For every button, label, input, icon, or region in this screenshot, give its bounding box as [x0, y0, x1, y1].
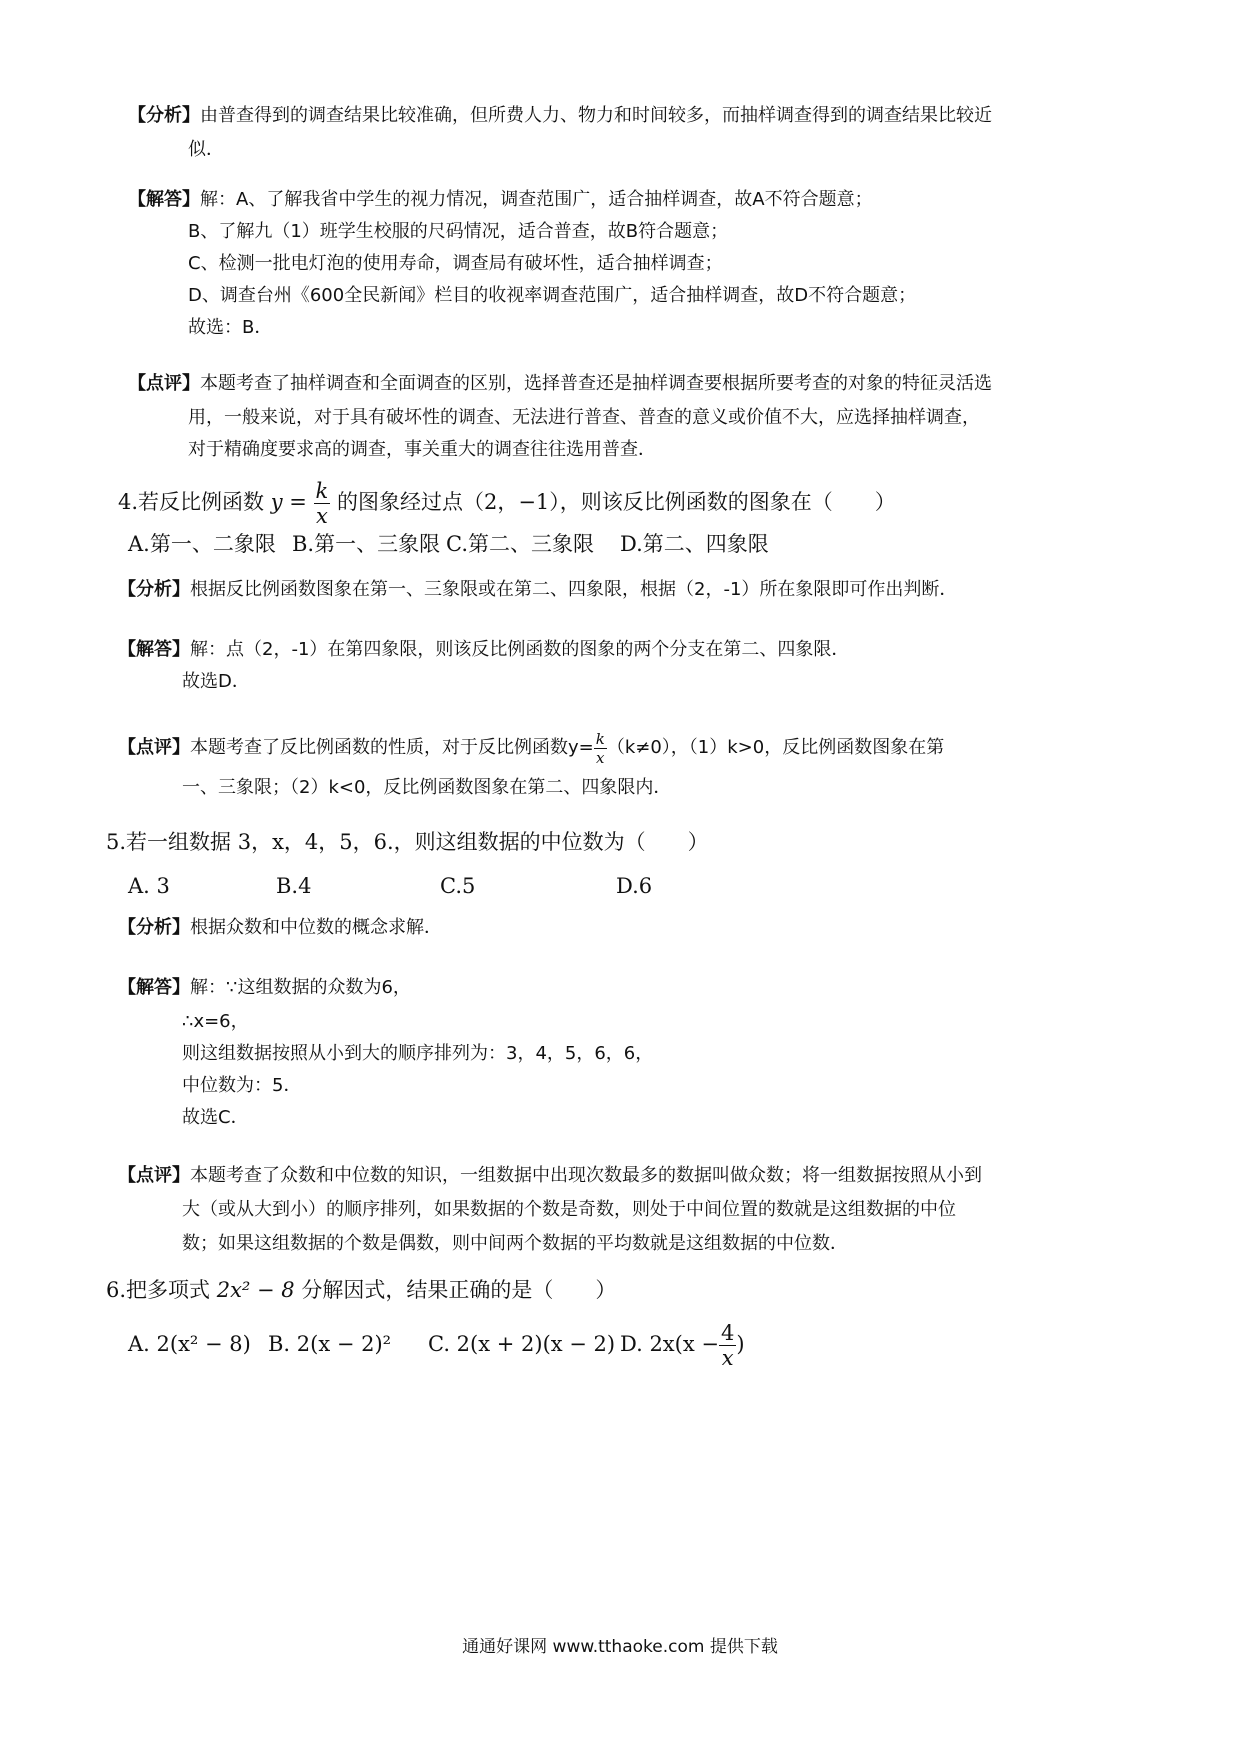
q3-comment-tag: 【点评】 [128, 373, 200, 394]
q4-stem-prefix: 4.若反比例函数 [118, 490, 271, 514]
q4-answer-tag: 【解答】 [118, 639, 190, 660]
page-footer: 通通好课网 www.tthaoke.com 提供下载 [462, 1637, 778, 1657]
q5-option-d: D.6 [616, 874, 653, 898]
q4-comment-tag: 【点评】 [118, 737, 190, 758]
q3-answer-line4: D、调查台州《600全民新闻》栏目的收视率调查范围广，适合抽样调查，故D不符合题意； [188, 285, 917, 306]
q3-answer-line1: 解：A、了解我省中学生的视力情况，调查范围广，适合抽样调查，故A不符合题意； [200, 189, 873, 210]
q6-option-d [620, 1312, 745, 1376]
q5-answer-line1: 解：∵这组数据的众数为6， [190, 977, 411, 998]
q4-stem-suffix: 的图象经过点（2，−1），则该反比例函数的图象在（ ） [330, 490, 896, 514]
q3-analysis [128, 98, 992, 134]
q5-answer-line4: 中位数为：5． [182, 1075, 302, 1096]
q4-analysis-tag: 【分析】 [118, 579, 190, 600]
q5-comment-line1: 本题考查了众数和中位数的知识，一组数据中出现次数最多的数据叫做众数；将一组数据按照从小到 [190, 1165, 982, 1186]
q3-analysis-line2: 似． [188, 139, 224, 160]
q5-stem: 5.若一组数据 3，x，4，5，6.，则这组数据的中位数为（ ） [106, 830, 709, 854]
q4-answer-line1: 解：点（2，-1）在第四象限，则该反比例函数的图象的两个分支在第二、四象限． [190, 639, 850, 660]
q4-fraction-num: k [315, 479, 329, 503]
q3-answer [128, 182, 873, 218]
q5-comment-tag: 【点评】 [118, 1165, 190, 1186]
q4-answer-line2: 故选D． [182, 671, 250, 692]
q4-fraction [314, 479, 331, 528]
q3-analysis-tag: 【分析】 [128, 105, 200, 126]
q3-comment-line1: 本题考查了抽样调查和全面调查的区别，选择普查还是抽样调查要根据所要考查的对象的特征灵活选 [200, 373, 992, 394]
q5-answer [118, 970, 411, 1006]
q6-stem [106, 1272, 616, 1308]
q4-option-a: A.第一、二象限 [128, 532, 276, 556]
q4-option-d: D.第二、四象限 [620, 532, 769, 556]
q6-stem-prefix: 6.把多项式 [106, 1278, 217, 1302]
q4-stem-y: y [270, 490, 283, 514]
q6-option-d-fraction [719, 1321, 736, 1370]
q3-answer-line3: C、检测一批电灯泡的使用寿命，调查局有破坏性，适合抽样调查； [188, 253, 723, 274]
q6-option-b: B. 2(x − 2)² [268, 1332, 392, 1356]
q5-option-c: C.5 [440, 874, 476, 898]
q4-comment-line1-pre: 本题考查了反比例函数的性质，对于反比例函数y= [190, 737, 594, 758]
q4-stem [118, 472, 896, 532]
q5-comment-line3: 数；如果这组数据的个数是偶数，则中间两个数据的平均数就是这组数据的中位数． [182, 1233, 848, 1254]
q4-comment-fraction-den: x [596, 748, 605, 767]
q3-comment-line2: 用，一般来说，对于具有破坏性的调查、无法进行普查、普查的意义或价值不大，应选择抽样调查， [188, 407, 980, 428]
q3-answer-tag: 【解答】 [128, 189, 200, 210]
q3-comment-line3: 对于精确度要求高的调查，事关重大的调查往往选用普查． [188, 439, 656, 460]
q5-option-a: A. 3 [128, 874, 170, 898]
q4-comment-fraction [594, 730, 607, 767]
q6-stem-expression: 2x² − 8 [216, 1278, 295, 1302]
q4-comment-line1-post: （k≠0），（1）k>0，反比例函数图象在第 [606, 737, 945, 758]
q5-analysis-tag: 【分析】 [118, 917, 190, 938]
q3-analysis-line1: 由普查得到的调查结果比较准确，但所费人力、物力和时间较多，而抽样调查得到的调查结果比较近 [200, 105, 992, 126]
q5-answer-line2: ∴x=6， [182, 1011, 249, 1032]
q4-option-c: C.第二、三象限 [446, 532, 594, 556]
q5-comment-line2: 大（或从大到小）的顺序排列，如果数据的个数是奇数，则处于中间位置的数就是这组数据的中位 [182, 1199, 956, 1220]
q5-answer-tag: 【解答】 [118, 977, 190, 998]
q5-option-b: B.4 [276, 874, 312, 898]
q6-option-a: A. 2(x² − 8) [128, 1332, 251, 1356]
q5-analysis [118, 910, 442, 946]
q6-option-d-suffix: ) [736, 1332, 745, 1356]
q6-option-c: C. 2(x + 2)(x − 2) [428, 1332, 616, 1356]
q5-answer-line3: 则这组数据按照从小到大的顺序排列为：3，4，5，6，6， [182, 1043, 654, 1064]
q4-analysis [118, 572, 957, 608]
q4-comment [118, 726, 944, 770]
q5-answer-line5: 故选C． [182, 1107, 249, 1128]
q4-answer [118, 632, 849, 668]
q5-comment [118, 1158, 982, 1194]
q6-option-d-fraction-num: 4 [720, 1321, 735, 1345]
q4-comment-fraction-num: k [595, 729, 605, 748]
q3-comment [128, 366, 992, 402]
q4-stem-eq: = [282, 490, 314, 514]
q6-option-d-fraction-den: x [721, 1346, 734, 1370]
q3-answer-line2: B、了解九（1）班学生校服的尺码情况，适合普查，故B符合题意； [188, 221, 729, 242]
q5-analysis-line1: 根据众数和中位数的概念求解． [190, 917, 442, 938]
q4-fraction-den: x [315, 504, 328, 528]
q4-analysis-line1: 根据反比例函数图象在第一、三象限或在第二、四象限，根据（2，-1）所在象限即可作出判断． [190, 579, 958, 600]
q6-stem-suffix: 分解因式，结果正确的是（ ） [294, 1278, 617, 1302]
q4-comment-line2: 一、三象限；（2）k<0，反比例函数图象在第二、四象限内． [182, 777, 672, 798]
q6-option-d-prefix: D. 2x(x − [620, 1332, 719, 1356]
q4-option-b: B.第一、三象限 [292, 532, 441, 556]
q3-answer-line5: 故选：B． [188, 317, 273, 338]
